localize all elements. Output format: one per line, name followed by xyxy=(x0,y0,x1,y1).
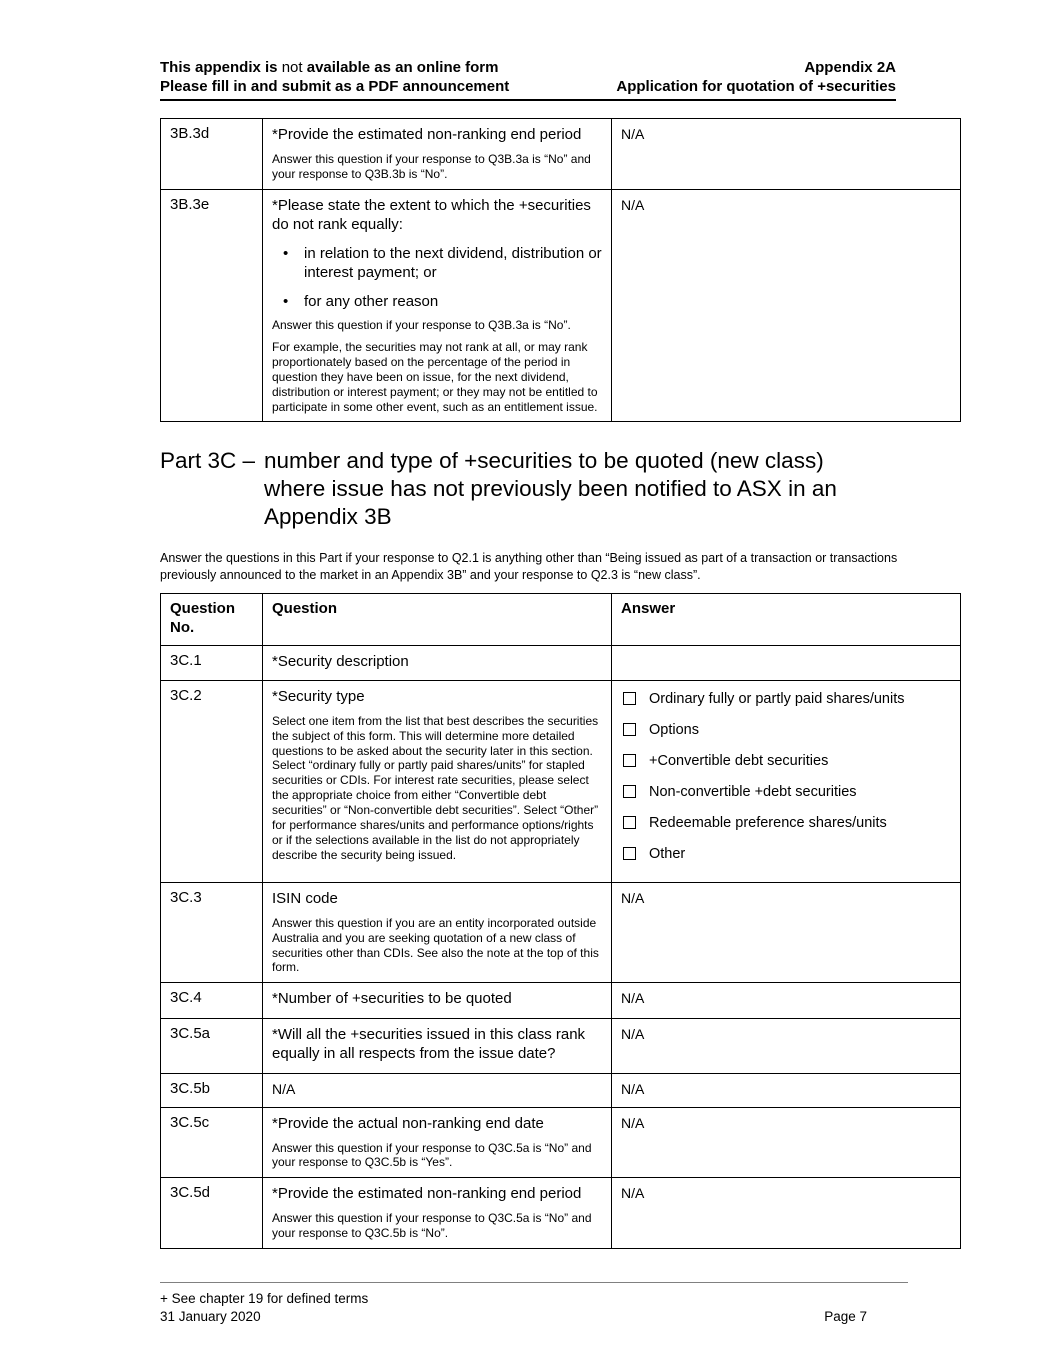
question-no-cell: 3C.5d xyxy=(161,1178,263,1248)
question-title: N/A xyxy=(272,1080,296,1097)
answer-value: N/A xyxy=(621,196,645,213)
answer-value: N/A xyxy=(621,126,645,143)
question-no-cell: 3C.3 xyxy=(161,883,263,983)
header-divider xyxy=(160,99,896,101)
answer-value: N/A xyxy=(621,990,645,1007)
table-header-row xyxy=(161,594,961,646)
table-row xyxy=(161,1178,961,1248)
question-note: For example, the securities may not rank at all, or may rank proportionately based on the percentage of the period in question they have been on issue, for the next dividend, distribution or interest payment; or they may not be entitled to participate in some other event, such as an entitlement issue. xyxy=(272,340,598,414)
question-title: *Please state the extent to which the +securities do not rank equally: xyxy=(272,196,591,234)
answer-cell xyxy=(612,645,961,681)
header-right xyxy=(616,58,896,96)
table-row xyxy=(161,1108,961,1178)
answer-cell xyxy=(612,1073,961,1107)
question-note: Answer this question if your response to Q3B.3a is “No” and your response to Q3B.3b is “No”. xyxy=(272,151,591,181)
header-not-word: not xyxy=(281,59,303,76)
page-number: Page 7 xyxy=(824,1308,867,1324)
header-left-line1: This appendix is not available as an online form xyxy=(160,59,499,76)
checkbox-icon[interactable] xyxy=(623,754,636,767)
question-note: Select one item from the list that best describes the securities the subject of this form. This will determine more detailed questions to be asked about the security later in this section. Select “ordinary fully or partly paid shares/units” for stapled securities or CDIs. For interest rate securities, please select the appropriate choice from either “Convertible debt securities” or “Non-convertible debt securities”. Select “Other” for performance shares/units and performance options/rights or if the selections available in the list do not appropriately describe the security being issued. xyxy=(272,713,599,862)
checkbox-icon[interactable] xyxy=(623,723,636,736)
security-type-option[interactable] xyxy=(623,690,952,709)
question-cell xyxy=(263,681,612,883)
security-type-option[interactable] xyxy=(623,783,952,802)
question-title: *Provide the estimated non-ranking end period xyxy=(272,126,582,144)
question-note: Answer this question if you are an entity incorporated outside Australia and you are seeking quotation of a new class of securities other than CDIs. See also the note at the top of this form. xyxy=(272,915,599,975)
bullet-text: for any other reason xyxy=(304,292,439,310)
answer-value: N/A xyxy=(621,890,645,907)
checkbox-icon[interactable] xyxy=(623,847,636,860)
table-row xyxy=(161,1018,961,1073)
table-row xyxy=(161,983,961,1019)
answer-cell xyxy=(612,1108,961,1178)
table-part3b-continued xyxy=(160,118,961,422)
checkbox-label: Other xyxy=(649,845,686,862)
appendix-subtitle: Application for quotation of +securities xyxy=(616,78,896,96)
checkbox-label: Non-convertible +debt securities xyxy=(649,783,857,800)
answer-value: N/A xyxy=(621,1080,645,1097)
question-title: *Will all the +securities issued in this class rank equally in all respects from the issue date? xyxy=(272,1025,586,1063)
answer-value: N/A xyxy=(621,1025,645,1042)
question-note: Answer this question if your response to Q3C.5a is “No” and your response to Q3C.5b is “Yes”. xyxy=(272,1140,592,1170)
column-header-question-no: Question No. xyxy=(161,594,263,646)
security-type-option[interactable] xyxy=(623,845,952,864)
checkbox-label: Options xyxy=(649,722,699,739)
answer-cell xyxy=(612,119,961,189)
question-cell xyxy=(263,645,612,681)
answer-cell xyxy=(612,883,961,983)
answer-cell xyxy=(612,983,961,1019)
question-no-cell: 3C.5c xyxy=(161,1108,263,1178)
question-cell xyxy=(263,119,612,189)
question-cell xyxy=(263,1018,612,1073)
question-no-cell: 3C.5b xyxy=(161,1073,263,1107)
part-3c-heading xyxy=(160,447,1055,531)
answer-cell xyxy=(612,189,961,422)
question-no-cell: 3B.3e xyxy=(161,189,263,422)
bullet-icon: • xyxy=(283,244,289,262)
table-row xyxy=(161,883,961,983)
question-title: *Security description xyxy=(272,652,409,670)
checkbox-icon[interactable] xyxy=(623,785,636,798)
question-title: *Provide the actual non-ranking end date xyxy=(272,1115,544,1133)
question-note: Answer this question if your response to Q3C.5a is “No” and your response to Q3C.5b is “No”. xyxy=(272,1210,592,1240)
question-no-cell: 3C.5a xyxy=(161,1018,263,1073)
question-no-cell: 3B.3d xyxy=(161,119,263,189)
page-footer xyxy=(160,1282,908,1326)
answer-value: N/A xyxy=(621,1185,645,1202)
column-header-question: Question xyxy=(263,594,612,646)
column-header-answer: Answer xyxy=(612,594,961,646)
question-cell xyxy=(263,189,612,422)
bullet-text: in relation to the next dividend, distribution or interest payment; or xyxy=(304,244,602,282)
security-type-option[interactable] xyxy=(623,814,952,833)
question-note: Answer this question if your response to Q3B.3a is “No”. xyxy=(272,318,571,333)
answer-value: N/A xyxy=(621,1115,645,1132)
question-title: *Provide the estimated non-ranking end period xyxy=(272,1185,582,1203)
footer-date: 31 January 2020 xyxy=(160,1308,261,1324)
document-header xyxy=(160,58,896,96)
bullet-item xyxy=(283,244,603,283)
checkbox-label: Redeemable preference shares/units xyxy=(649,814,887,831)
table-part3c xyxy=(160,593,961,1248)
defined-terms-note: + See chapter 19 for defined terms xyxy=(160,1290,369,1306)
question-cell xyxy=(263,1178,612,1248)
question-title: ISIN code xyxy=(272,890,338,908)
security-type-option[interactable] xyxy=(623,752,952,771)
answer-cell xyxy=(612,1178,961,1248)
question-title: *Number of +securities to be quoted xyxy=(272,990,512,1008)
part-3c-heading-text: number and type of +securities to be quoted (new class) where issue has not previously been notified to ASX in an Appendix 3B xyxy=(264,448,837,530)
bullet-icon: • xyxy=(283,292,289,310)
header-left-line2: Please fill in and submit as a PDF announcement xyxy=(160,78,510,96)
question-cell xyxy=(263,1073,612,1107)
checkbox-label: Ordinary fully or partly paid shares/units xyxy=(649,691,905,708)
checkbox-label: +Convertible debt securities xyxy=(649,752,829,769)
header-left xyxy=(160,58,509,96)
question-no-cell: 3C.2 xyxy=(161,681,263,883)
checkbox-icon[interactable] xyxy=(623,816,636,829)
table-row xyxy=(161,681,961,883)
appendix-title: Appendix 2A xyxy=(804,59,896,76)
table-row xyxy=(161,645,961,681)
table-row xyxy=(161,1073,961,1107)
question-title: *Security type xyxy=(272,688,365,706)
question-no-cell: 3C.4 xyxy=(161,983,263,1019)
checkbox-icon[interactable] xyxy=(623,692,636,705)
answer-cell xyxy=(612,1018,961,1073)
table-row xyxy=(161,119,961,189)
question-cell xyxy=(263,1108,612,1178)
part-3c-intro: Answer the questions in this Part if your response to Q2.1 is anything other than “Being issued as part of a transaction or transactions previously announced to the market in an Appendix 3B” and your response to Q2.3 is “new class”. xyxy=(160,551,898,582)
question-no-cell: 3C.1 xyxy=(161,645,263,681)
security-type-option[interactable] xyxy=(623,721,952,740)
question-cell xyxy=(263,883,612,983)
bullet-item xyxy=(283,292,603,312)
question-cell xyxy=(263,983,612,1019)
table-row xyxy=(161,189,961,422)
part-3c-heading-prefix: Part 3C – xyxy=(160,448,256,474)
answer-cell xyxy=(612,681,961,883)
